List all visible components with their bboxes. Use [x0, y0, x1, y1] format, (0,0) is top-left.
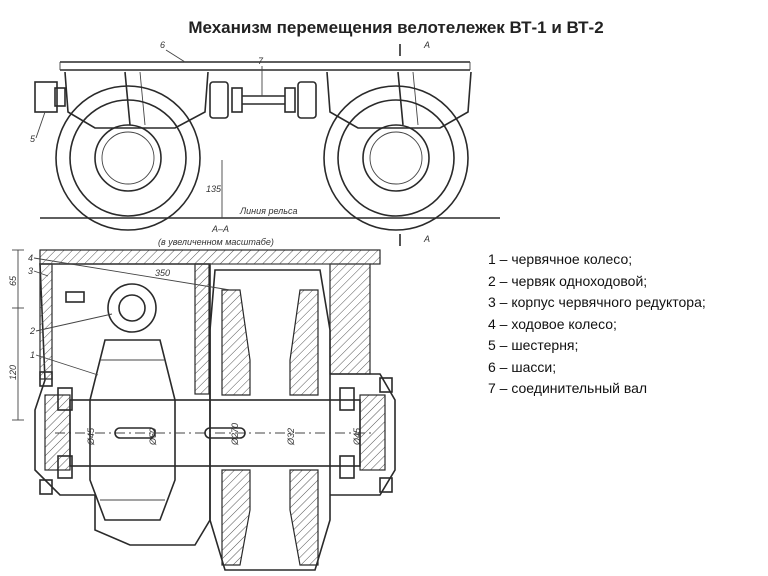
- legend-item: 6 – шасси;: [488, 358, 557, 375]
- callout-5: 5: [30, 134, 36, 144]
- legend-item: 5 – шестерня;: [488, 337, 579, 353]
- section-mark-top: А: [424, 40, 431, 50]
- rail-line-label: Линия рельса: [240, 206, 298, 216]
- legend-list: [488, 249, 706, 400]
- callout-2: 2: [30, 326, 36, 336]
- callout-4: 4: [28, 253, 34, 263]
- dim-350: 350: [155, 268, 171, 278]
- legend-item: 1 – червячное колесо;: [488, 251, 633, 267]
- legend-item: 4 – ходовое колесо;: [488, 315, 617, 332]
- dim-d50: Ø50: [148, 427, 158, 445]
- legend-item: 7 – соединительный вал: [488, 380, 648, 396]
- top-view: [30, 40, 500, 247]
- dim-135: 135: [206, 184, 222, 194]
- callout-6: 6: [160, 40, 166, 50]
- legend-item: 3 – корпус червячного редуктора;: [488, 294, 706, 310]
- callout-7: 7: [258, 56, 264, 66]
- dim-d45-right: Ø45: [352, 427, 362, 445]
- slide-title: Механизм перемещения велотележек ВТ-1 и ВТ-2: [188, 18, 604, 37]
- legend-item: 2 – червяк одноходовой;: [488, 272, 648, 289]
- section-mark-bottom: А: [424, 234, 431, 244]
- section-view: [8, 250, 395, 570]
- dim-d270: Ø270: [230, 422, 240, 445]
- callout-3: 3: [28, 266, 34, 276]
- dim-d32: Ø32: [286, 427, 296, 445]
- dim-d45-left: Ø45: [86, 427, 96, 445]
- dim-65: 65: [8, 275, 18, 286]
- section-title: А–А: [212, 224, 230, 234]
- dim-120: 120: [8, 364, 18, 380]
- section-note: (в увеличенном масштабе): [158, 237, 274, 247]
- callout-1: 1: [30, 350, 36, 360]
